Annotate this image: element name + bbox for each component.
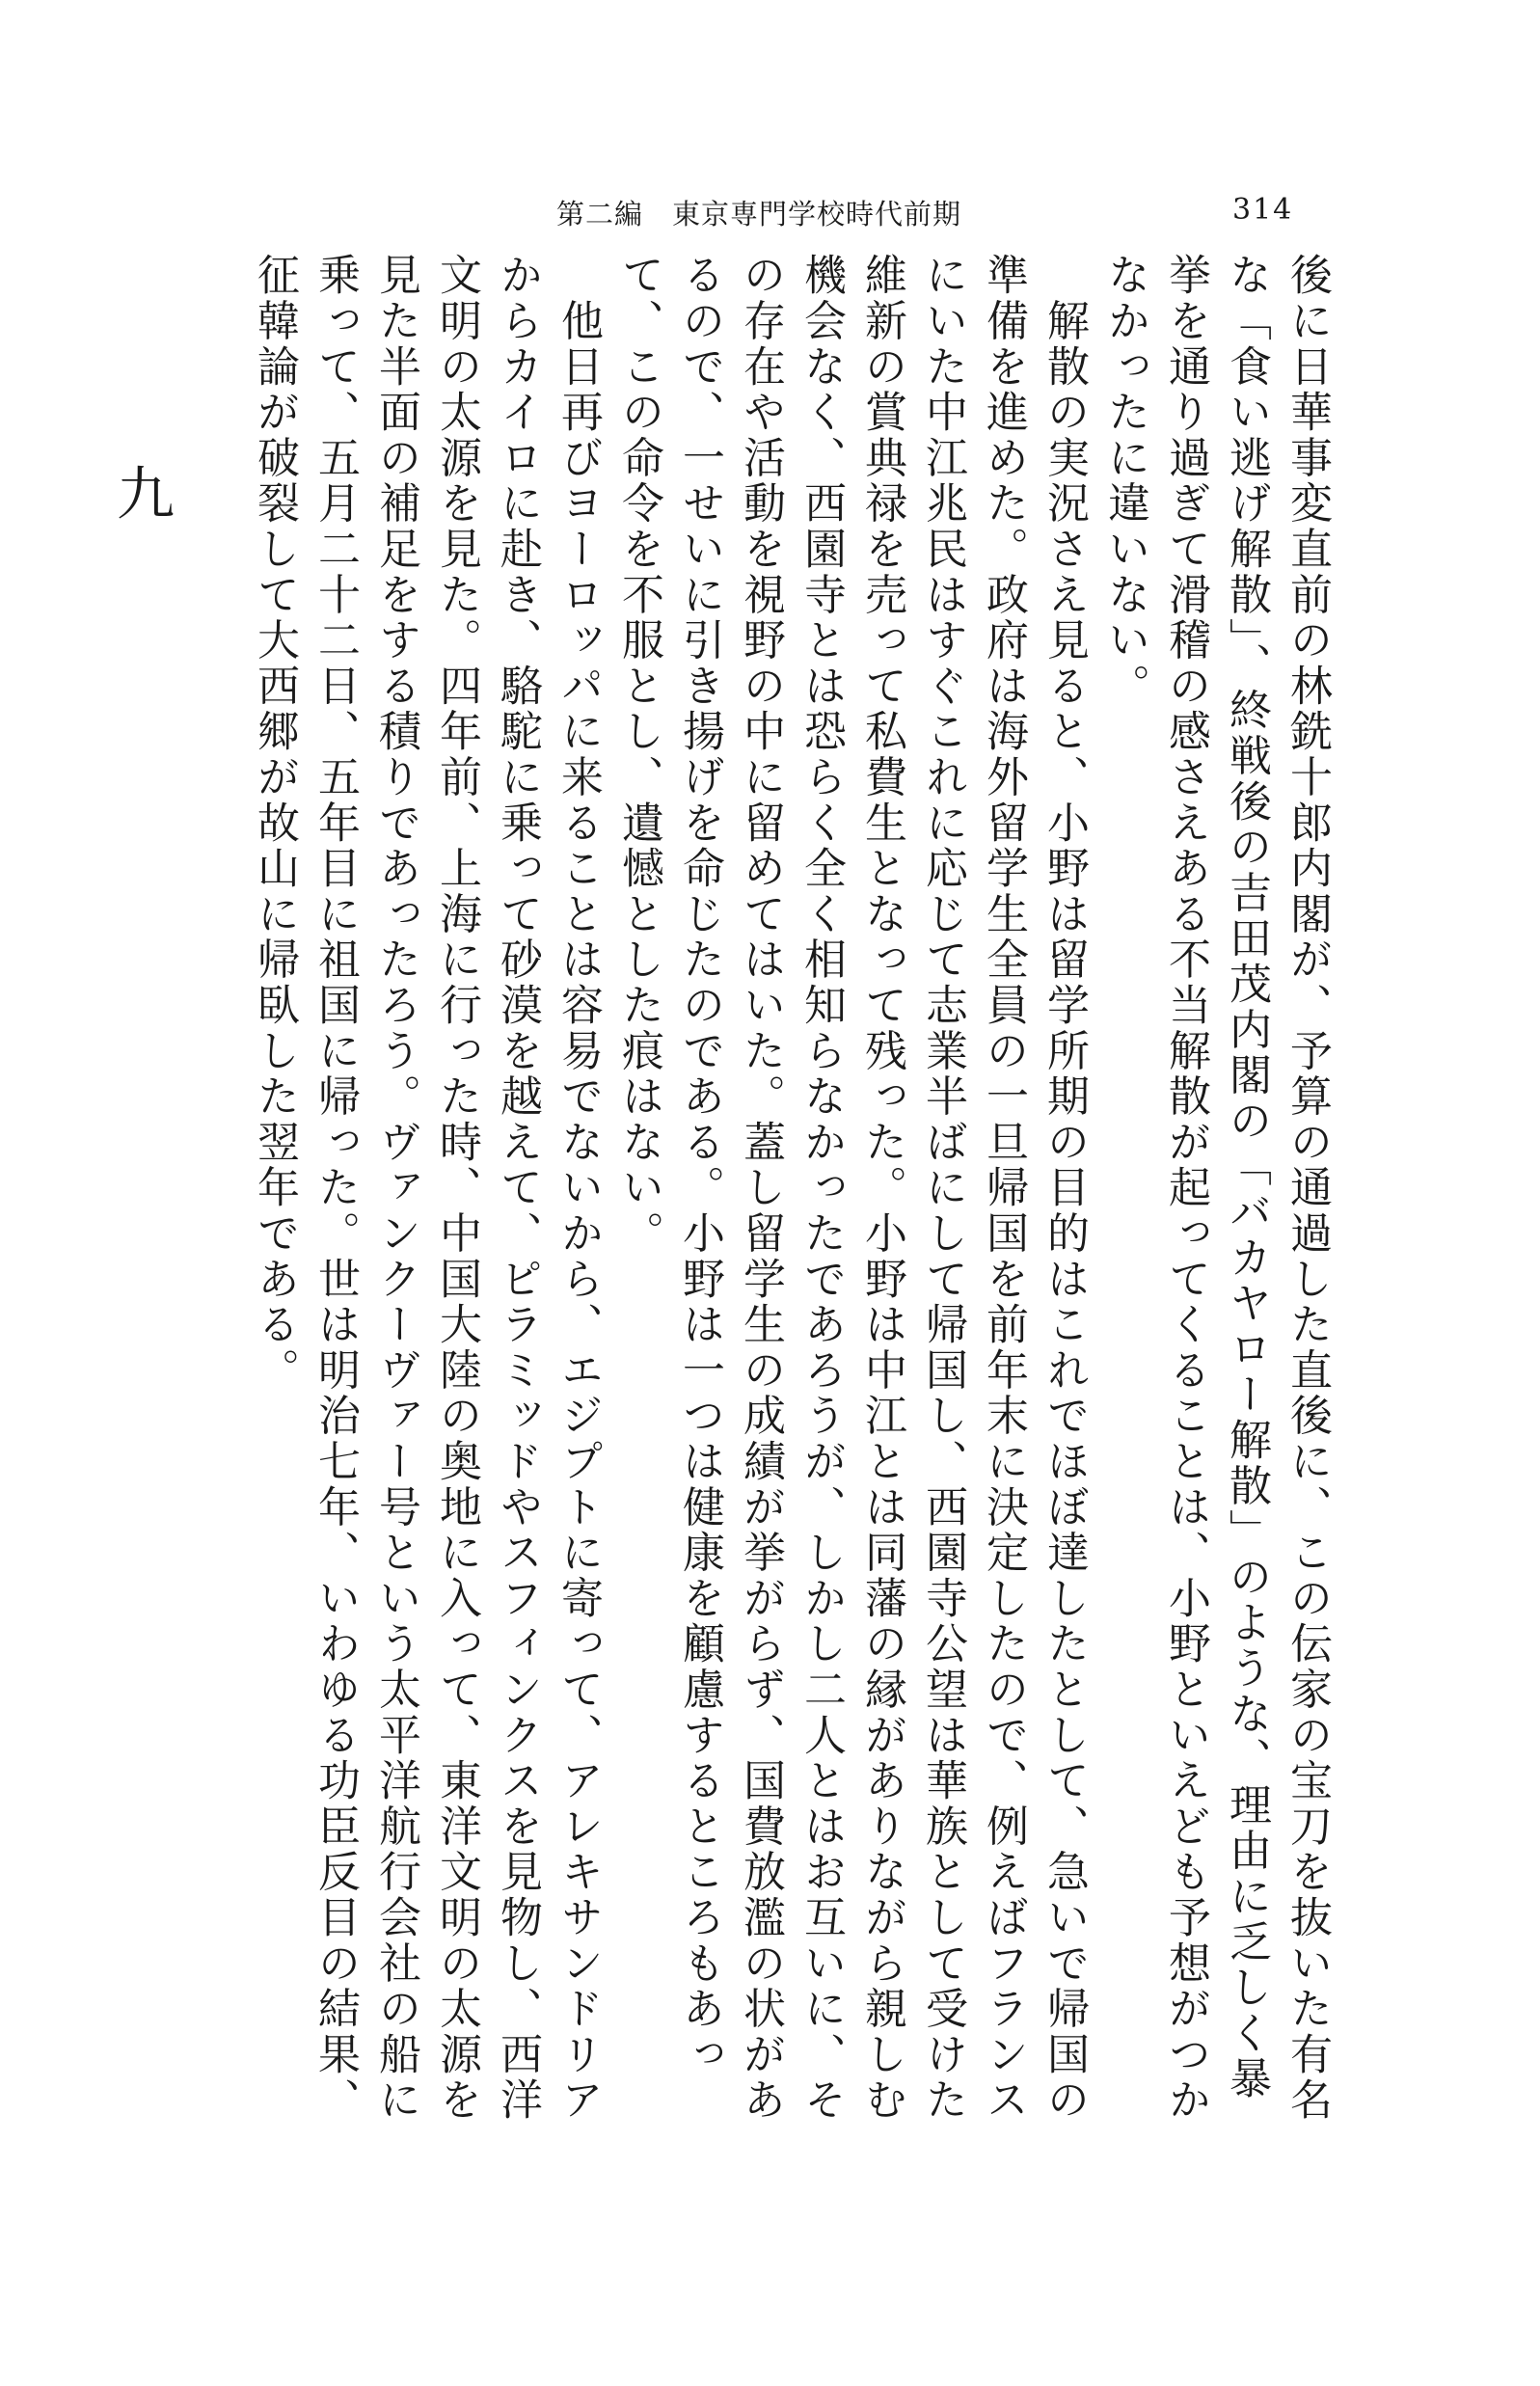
- page-number: 314: [1232, 193, 1294, 227]
- body-paragraph: 解散の実況さえ見ると、小野は留学所期の目的はこれでほぼ達したとして、急いで帰国の準備を進めた。政府は海外留学生全員の一旦帰国を前年末に決定したので、例えばフランスにいた中江兆民はすぐこれに応じて志業半ばにして帰国し、西園寺公望は華族として受けた維新の賞典禄を売って私費生となって残った。小野は中江とは同藩の縁がありながら親しむ機会なく、西園寺とは恐らく全く相知らなかったであろうが、しかし二人とはお互いに、その存在や活動を視野の中に留めてはいた。蓋し留学生の成績が挙がらず、国費放濫の状があるので、一せいに引き揚げを命じたのである。小野は一つは健康を顧慮するところもあって、この命令を不服とし、遺憾とした痕はない。: [614, 253, 1089, 2124]
- section-number: 九: [107, 463, 175, 544]
- section-title: [0, 463, 37, 2143]
- running-head-title: 第二編 東京専門学校時代前期: [555, 198, 961, 230]
- body-paragraph: 他日再びヨーロッパに来ることは容易でないから、エジプトに寄って、アレキサンドリアからカイロに赴き、駱駝に乗って砂漠を越えて、ピラミッドやスフィンクスを見物し、西洋文明の太源を見た。四年前、上海に行った時、中国大陸の奥地に入って、東洋文明の太源を見た半面の補足をする積りであったろう。ヴァンクーヴァー号という太平洋航行会社の船に乗って、五月二十二日、五年目に祖国に帰った。世は明治七年、いわゆる功臣反目の結果、征韓論が破裂して大西郷が故山に帰臥した翌年である。: [250, 253, 603, 2124]
- vertical-body-text: [0, 253, 1337, 2143]
- section-heading: [0, 253, 244, 2143]
- body-paragraph: 後に日華事変直前の林銑十郎内閣が、予算の通過した直後に、この伝家の宝刀を抜いた有名な「食い逃げ解散」、終戦後の吉田茂内閣の「バカヤロー解散」のような、理由に乏しく暴挙を通り過ぎて滑稽の感さえある不当解散が起ってくることは、小野といえども予想がつかなかったに違いない。: [1100, 253, 1332, 2124]
